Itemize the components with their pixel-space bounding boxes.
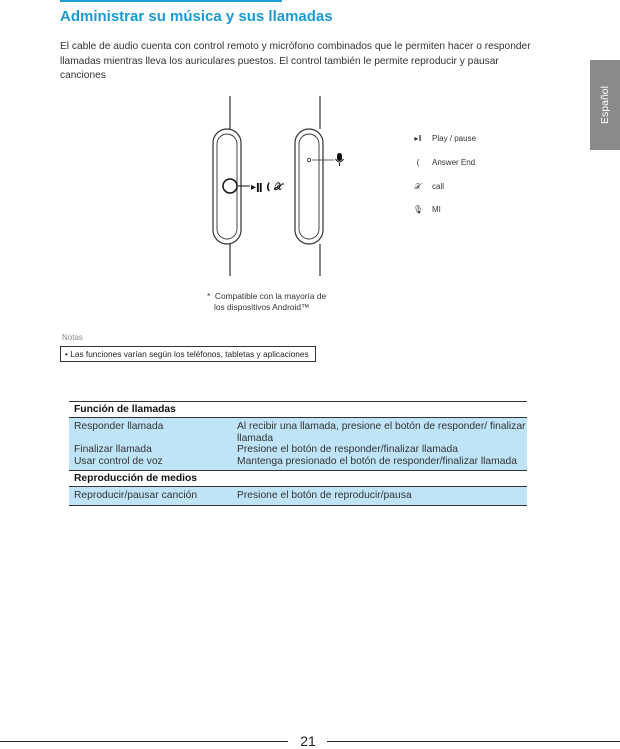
table-section-header	[69, 471, 527, 487]
footer-rule-right	[327, 741, 620, 742]
notes-item: • Las funciones varían según los teléfonos, tabletas y aplicaciones	[60, 346, 316, 362]
page-title: Administrar su música y sus llamadas	[60, 8, 333, 25]
legend-label: MI	[432, 205, 441, 214]
description-cell: Mantenga presionado el botón de responder/finalizar llamada	[232, 456, 527, 471]
remote-control-diagram	[190, 96, 380, 276]
table-row	[69, 487, 527, 506]
microphone-icon: 🎙	[412, 205, 424, 214]
compatibility-footnote: * Compatible con la mayoría de los dispositivos Android™	[207, 291, 327, 312]
footer-rule-left	[0, 741, 288, 742]
intro-paragraph: El cable de audio cuenta con control remoto y micrófono combinados que le permiten hacer o responder llamadas mientras lleva los auriculares puestos. El control también le permite reproducir y pausar canciones	[60, 41, 531, 81]
notes-title: Notas	[62, 333, 83, 342]
page-number: 21	[300, 733, 316, 749]
functions-table	[69, 401, 527, 506]
call-icon: 𝒳	[414, 182, 422, 191]
action-cell: Responder llamada	[69, 418, 232, 445]
header-accent-rule	[60, 0, 282, 2]
legend-label: Answer End	[432, 158, 476, 167]
table-section-header	[69, 402, 527, 418]
microphone-icon	[336, 153, 344, 166]
action-cell: Finalizar llamada	[69, 444, 232, 456]
description-cell: Presione el botón de responder/finalizar llamada	[232, 444, 527, 456]
answer-end-icon: (	[416, 158, 420, 167]
language-tab-label: Español	[599, 86, 611, 124]
inline-control-icons: ▸ǁ ( 𝒳	[251, 182, 283, 193]
play-pause-icon: ▸ǁ	[414, 134, 422, 143]
section-title-media: Reproducción de medios	[69, 471, 527, 487]
section-title-calls: Función de llamadas	[69, 402, 527, 418]
description-cell: Presione el botón de reproducir/pausa	[232, 487, 527, 506]
right-remote-inner	[299, 134, 319, 239]
action-cell: Reproducir/pausar canción	[69, 487, 232, 506]
action-cell: Usar control de voz	[69, 456, 232, 471]
table-row	[69, 444, 527, 456]
table-row	[69, 418, 527, 445]
description-cell: Al recibir una llamada, presione el botón de responder/ finalizar llamada	[232, 418, 527, 445]
language-tab	[590, 60, 620, 150]
microphone-hole	[307, 158, 310, 161]
legend-label: Play / pause	[432, 134, 477, 143]
table-row	[69, 456, 527, 471]
legend-label: call	[432, 182, 445, 191]
control-button-callout	[223, 179, 237, 193]
